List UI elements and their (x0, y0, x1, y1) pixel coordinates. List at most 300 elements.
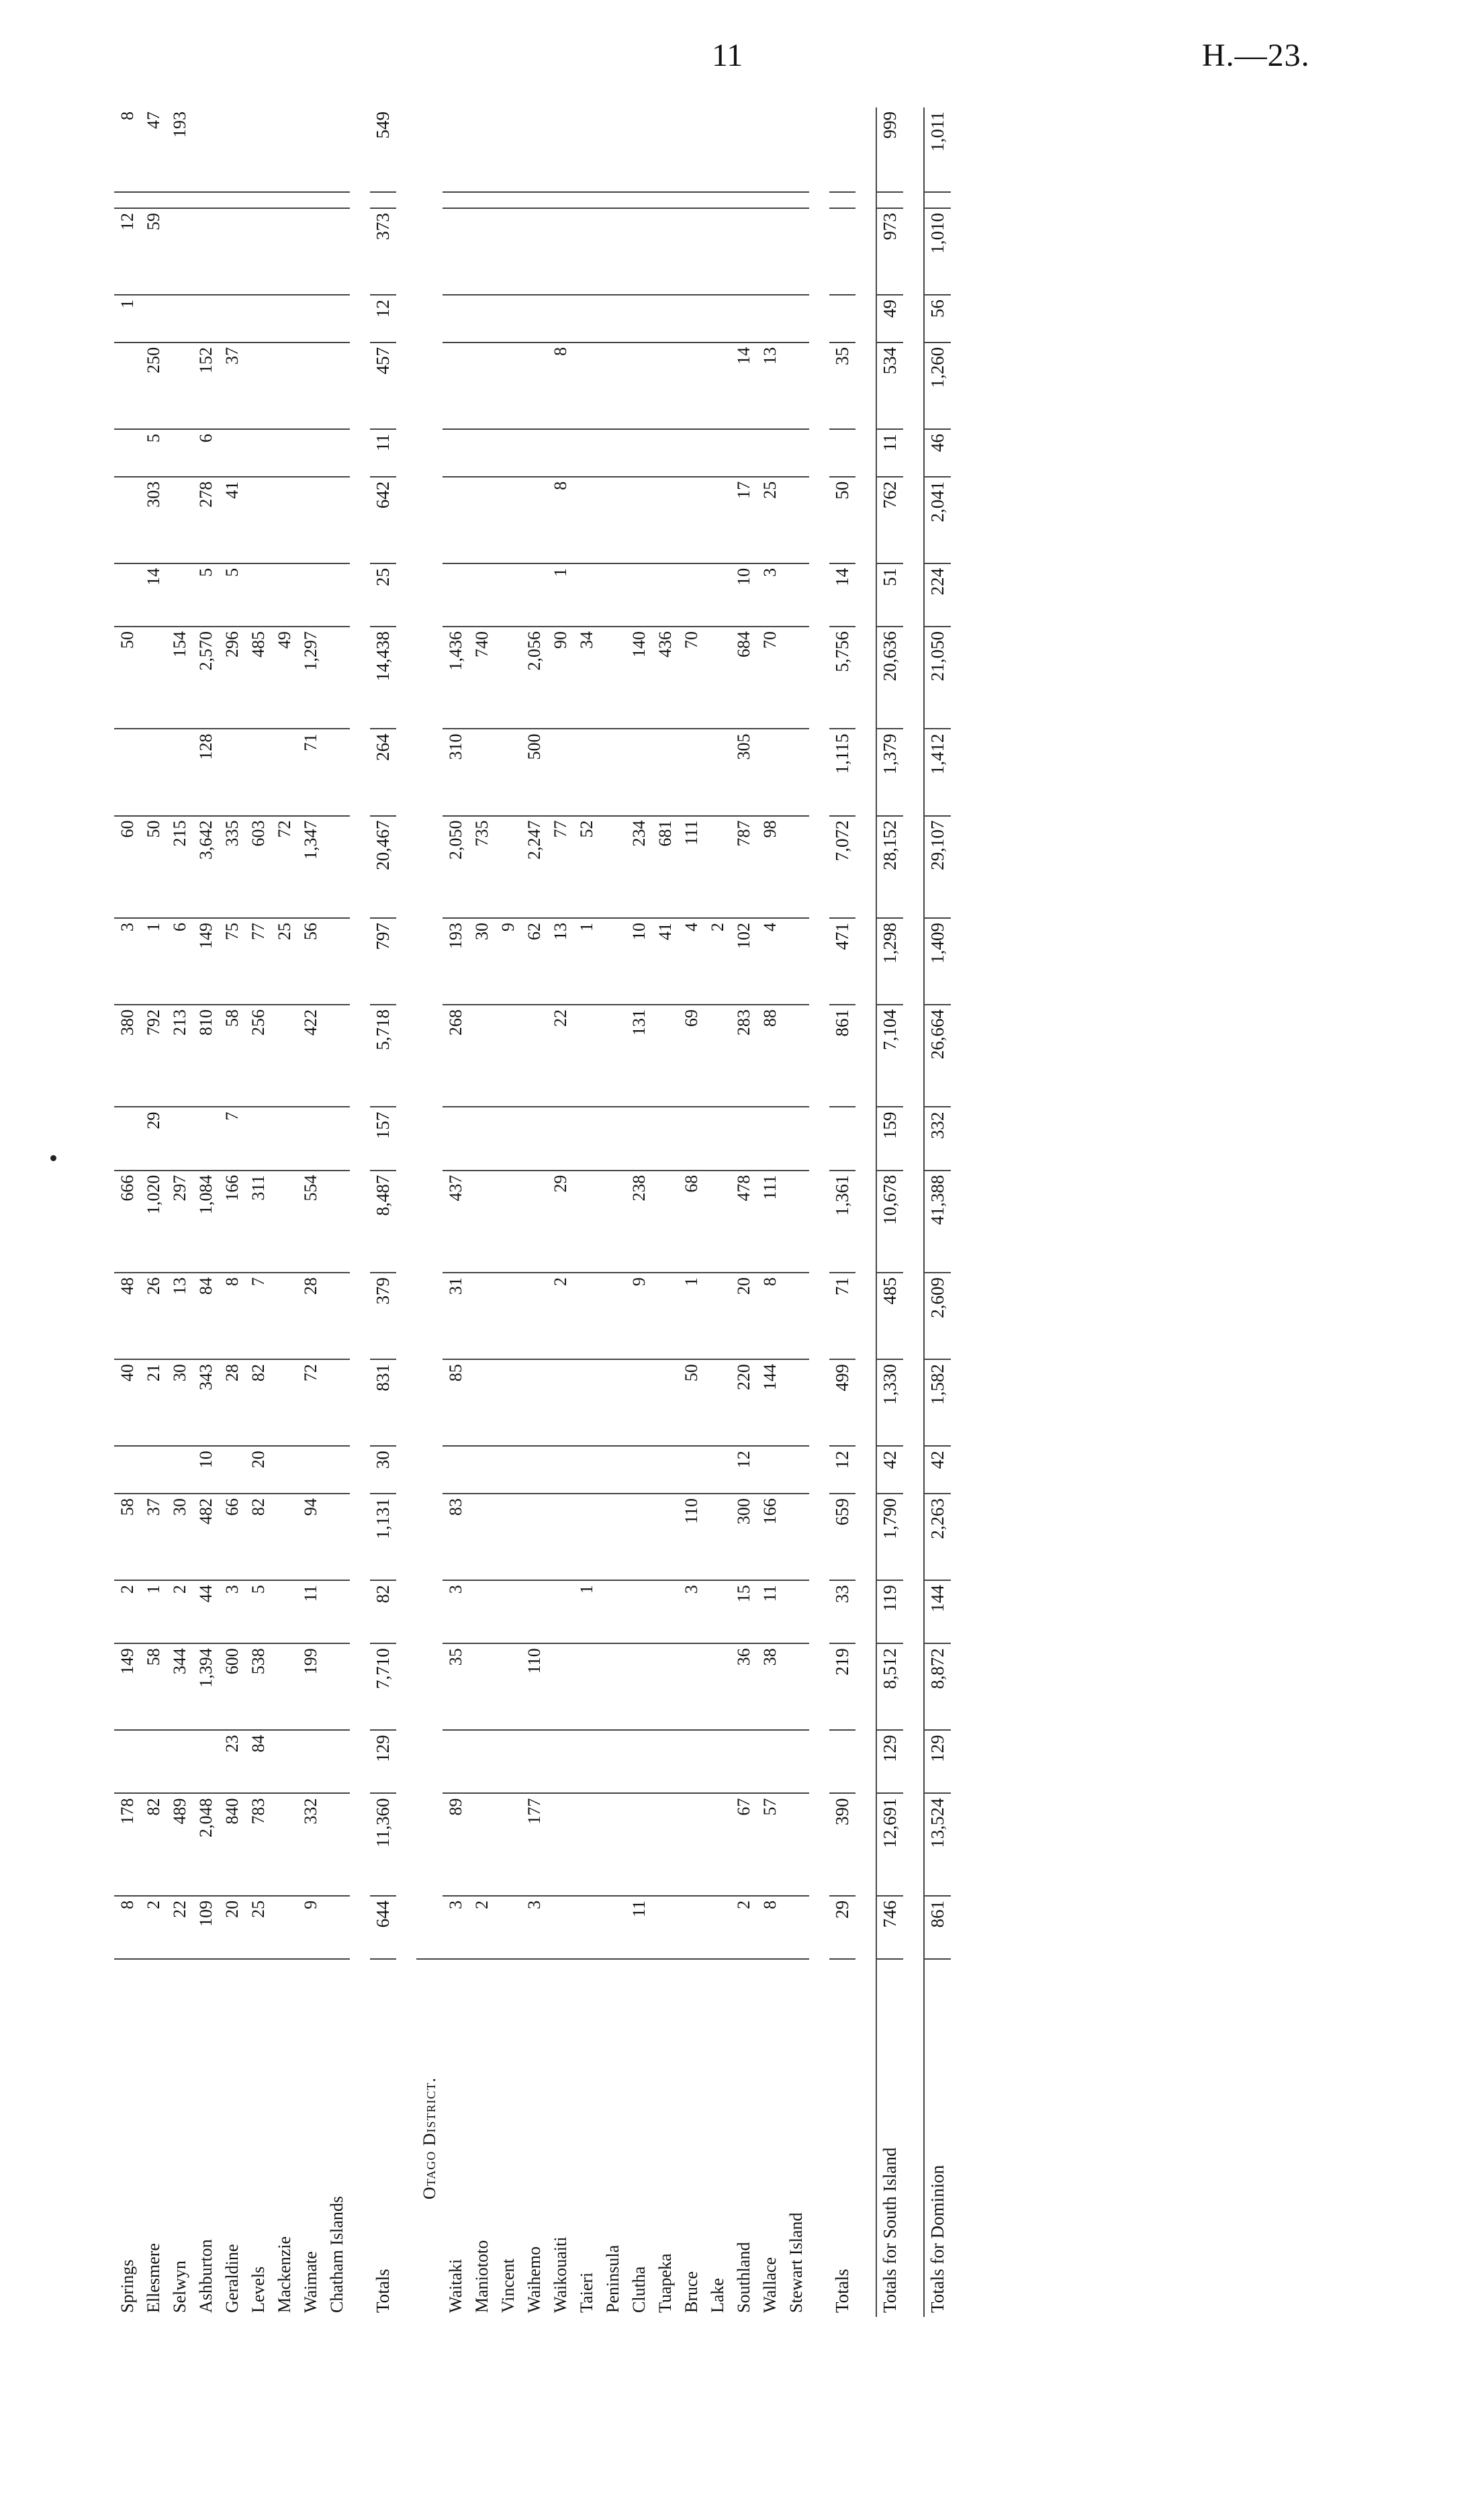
table-cell: 30 (370, 1446, 396, 1494)
table-cell: 89 (443, 1793, 469, 1895)
table-cell: 264 (370, 729, 396, 815)
table-cell (783, 208, 809, 295)
table-cell: 332 (297, 1793, 324, 1895)
table-cell: 1,436 (443, 627, 469, 729)
table-cell (469, 1643, 495, 1730)
table-cell (829, 192, 855, 208)
row-label: Peninsula (600, 1959, 626, 2317)
table-cell: 5 (140, 429, 167, 477)
table-cell (297, 1730, 324, 1793)
table-cell (114, 477, 140, 563)
table-cell: 603 (245, 816, 271, 918)
table-row (193, 107, 219, 2317)
table-cell: 783 (245, 1793, 271, 1895)
table-cell: 1,409 (924, 918, 951, 1005)
table-cell (245, 107, 271, 192)
table-cell: 344 (167, 1643, 193, 1730)
table-cell: 500 (521, 729, 547, 815)
table-cell: 25 (248, 1900, 268, 1918)
table-cell (573, 1494, 600, 1580)
table-cell (626, 295, 652, 343)
table-cell (783, 729, 809, 815)
table-cell: 47 (140, 107, 167, 192)
table-cell (271, 477, 297, 563)
table-cell: 14 (140, 563, 167, 627)
table-row (297, 107, 324, 2317)
table-row (495, 107, 521, 2317)
table-cell (193, 208, 219, 295)
table-cell (704, 563, 731, 627)
table-cell (443, 1730, 469, 1793)
table-cell (167, 208, 193, 295)
table-cell: 50 (140, 816, 167, 918)
table-cell (324, 1107, 350, 1170)
table-cell: 840 (219, 1793, 245, 1895)
table-cell: 28 (297, 1273, 324, 1359)
table-cell (324, 1359, 350, 1446)
table-cell (547, 107, 573, 192)
table-cell (783, 1580, 809, 1643)
table-cell (547, 1494, 573, 1580)
table-cell (114, 343, 140, 429)
table-cell: 8 (759, 1900, 780, 1909)
table-cell (678, 1643, 704, 1730)
table-cell (495, 1171, 521, 1273)
table-cell: 250 (140, 343, 167, 429)
table-cell (704, 729, 731, 815)
table-cell (876, 192, 903, 208)
table-cell (704, 1171, 731, 1273)
table-cell: 7,710 (370, 1643, 396, 1730)
table-cell: 30 (469, 918, 495, 1005)
table-cell: 1,330 (876, 1359, 903, 1446)
table-row (167, 107, 193, 2317)
table-cell: 71 (829, 1273, 855, 1359)
table-cell (704, 1494, 731, 1580)
table-cell: 49 (876, 295, 903, 343)
table-cell (757, 1107, 783, 1170)
table-cell: 199 (297, 1643, 324, 1730)
table-cell (324, 918, 350, 1005)
table-cell: 5,756 (829, 627, 855, 729)
table-cell: 499 (829, 1359, 855, 1446)
table-cell: 17 (731, 477, 757, 563)
table-cell: 48 (114, 1273, 140, 1359)
table-cell (652, 1643, 678, 1730)
table-cell: 8 (757, 1273, 783, 1359)
table-cell (495, 1643, 521, 1730)
table-cell (271, 1730, 297, 1793)
table-cell (547, 208, 573, 295)
table-cell: 10 (731, 563, 757, 627)
table-cell: 13 (547, 918, 573, 1005)
table-cell: 26,664 (924, 1005, 951, 1107)
table-cell: 154 (167, 627, 193, 729)
table-cell: 20 (731, 1273, 757, 1359)
table-cell: 177 (521, 1793, 547, 1895)
table-cell (271, 1643, 297, 1730)
table-cell: 2,056 (521, 627, 547, 729)
table-cell (271, 1494, 297, 1580)
table-cell (245, 1107, 271, 1170)
table-cell (324, 343, 350, 429)
table-cell (652, 563, 678, 627)
table-cell: 735 (469, 816, 495, 918)
table-cell (600, 1005, 626, 1107)
table-cell (469, 1171, 495, 1273)
table-cell: 1,020 (140, 1171, 167, 1273)
table-cell: 82 (140, 1793, 167, 1895)
table-cell: 23 (219, 1730, 245, 1793)
table-cell (495, 729, 521, 815)
table-cell (324, 1580, 350, 1643)
table-cell (783, 1446, 809, 1494)
table-cell (783, 1494, 809, 1580)
table-cell: 8 (547, 477, 573, 563)
table-cell: 178 (114, 1793, 140, 1895)
table-cell (324, 1494, 350, 1580)
table-cell: 131 (626, 1005, 652, 1107)
table-cell (297, 208, 324, 295)
table-cell (829, 107, 855, 192)
table-cell (495, 477, 521, 563)
table-cell: 44 (193, 1580, 219, 1643)
spacer-row (809, 107, 829, 2317)
table-cell: 305 (731, 729, 757, 815)
row-label: Waitaki (443, 1959, 469, 2317)
table-cell: 6 (193, 429, 219, 477)
table-cell: 41 (219, 477, 245, 563)
table-cell: 2,041 (924, 477, 951, 563)
table-cell (245, 192, 271, 208)
table-cell (600, 563, 626, 627)
table-cell: 1,297 (297, 627, 324, 729)
table-cell (600, 627, 626, 729)
table-cell: 10,678 (876, 1171, 903, 1273)
table-cell (495, 1273, 521, 1359)
table-cell: 157 (370, 1107, 396, 1170)
table-cell (521, 107, 547, 192)
spacer-cell (809, 107, 829, 2317)
table-row (547, 107, 573, 2317)
table-cell (652, 295, 678, 343)
table-cell (704, 1359, 731, 1446)
table-cell (652, 343, 678, 429)
table-cell: 554 (297, 1171, 324, 1273)
table-cell (731, 429, 757, 477)
table-cell: 56 (924, 295, 951, 343)
table-cell: 3 (445, 1900, 465, 1909)
table-cell (547, 1359, 573, 1446)
table-cell: 30 (167, 1359, 193, 1446)
table-cell (757, 429, 783, 477)
table-cell (495, 107, 521, 192)
table-cell: 2 (114, 1580, 140, 1643)
table-cell: 77 (547, 816, 573, 918)
table-cell: 861 (829, 1005, 855, 1107)
table-cell: 2 (733, 1900, 753, 1909)
table-cell: 642 (370, 477, 396, 563)
table-cell: 28,152 (876, 816, 903, 918)
table-cell: 58 (114, 1494, 140, 1580)
table-cell: 7 (219, 1107, 245, 1170)
table-cell (140, 627, 167, 729)
table-cell (652, 1494, 678, 1580)
table-cell (547, 1643, 573, 1730)
table-cell (757, 729, 783, 815)
table-cell (704, 295, 731, 343)
table-cell (324, 1643, 350, 1730)
table-cell: 457 (370, 343, 396, 429)
table-cell (626, 1793, 652, 1895)
table-cell (783, 1896, 809, 1959)
table-cell: 11 (876, 429, 903, 477)
table-cell (469, 1730, 495, 1793)
table-cell (600, 343, 626, 429)
table-cell: 681 (652, 816, 678, 918)
table-cell: 119 (876, 1580, 903, 1643)
table-cell: 3 (757, 563, 783, 627)
table-cell (783, 563, 809, 627)
table-cell (297, 343, 324, 429)
table-cell: 111 (757, 1171, 783, 1273)
table-cell (547, 1580, 573, 1643)
table-cell: 6 (167, 918, 193, 1005)
table-cell (652, 1359, 678, 1446)
table-cell: 437 (443, 1171, 469, 1273)
table-cell: 28 (219, 1359, 245, 1446)
table-cell (626, 1730, 652, 1793)
table-cell (193, 295, 219, 343)
table-cell (443, 429, 469, 477)
table-cell (521, 1446, 547, 1494)
table-cell (573, 1359, 600, 1446)
table-cell (271, 563, 297, 627)
table-cell (652, 1580, 678, 1643)
table-cell (731, 1730, 757, 1793)
table-row (783, 107, 809, 2317)
table-row (626, 107, 652, 2317)
table-cell (219, 192, 245, 208)
table-cell: 193 (167, 107, 193, 192)
table-cell (219, 1446, 245, 1494)
table-cell (443, 208, 469, 295)
table-cell (271, 1580, 297, 1643)
table-cell: 29 (140, 1107, 167, 1170)
table-cell: 3 (524, 1900, 544, 1909)
table-cell: 25 (370, 563, 396, 627)
table-cell: 29 (547, 1171, 573, 1273)
table-cell (443, 1107, 469, 1170)
table-cell (271, 1107, 297, 1170)
table-cell (469, 1273, 495, 1359)
table-cell (521, 563, 547, 627)
table-cell: 128 (193, 729, 219, 815)
table-cell: 68 (678, 1171, 704, 1273)
table-cell: 88 (757, 1005, 783, 1107)
table-cell: 489 (167, 1793, 193, 1895)
table-cell: 52 (573, 816, 600, 918)
table-row (521, 107, 547, 2317)
table-cell: 9 (300, 1900, 320, 1909)
table-cell: 129 (370, 1730, 396, 1793)
table-cell: 296 (219, 627, 245, 729)
table-cell (783, 192, 809, 208)
table-cell: 256 (245, 1005, 271, 1107)
table-row (469, 107, 495, 2317)
row-label: Bruce (678, 1959, 704, 2317)
table-cell (600, 1896, 626, 1959)
table-cell: 390 (829, 1793, 855, 1895)
table-cell: 20 (222, 1900, 242, 1918)
table-cell (783, 816, 809, 918)
table-cell (297, 429, 324, 477)
table-cell (140, 192, 167, 208)
table-cell: 219 (829, 1643, 855, 1730)
table-cell: 85 (443, 1359, 469, 1446)
table-cell (652, 208, 678, 295)
table-cell (443, 1446, 469, 1494)
table-cell: 90 (547, 627, 573, 729)
table-cell (324, 816, 350, 918)
table-cell: 549 (370, 107, 396, 192)
row-label: Taieri (573, 1959, 600, 2317)
table-cell (547, 1730, 573, 1793)
table-cell (678, 477, 704, 563)
table-cell (547, 729, 573, 815)
table-cell: 684 (731, 627, 757, 729)
table-cell: 538 (245, 1643, 271, 1730)
table-cell: 1,131 (370, 1494, 396, 1580)
table-cell: 69 (678, 1005, 704, 1107)
table-cell (829, 208, 855, 295)
table-cell (521, 1359, 547, 1446)
table-cell: 129 (876, 1730, 903, 1793)
table-cell: 220 (731, 1359, 757, 1446)
table-cell (469, 208, 495, 295)
table-row (443, 107, 469, 2317)
table-cell (245, 295, 271, 343)
table-cell (678, 1793, 704, 1895)
table-cell: 8 (117, 1900, 137, 1909)
table-row (114, 107, 140, 2317)
table-cell (626, 192, 652, 208)
table-cell: 303 (140, 477, 167, 563)
table-cell (600, 816, 626, 918)
table-cell (469, 1005, 495, 1107)
table-cell (324, 1171, 350, 1273)
table-cell: 29,107 (924, 816, 951, 918)
row-label: Vincent (495, 1959, 521, 2317)
table-cell (652, 1171, 678, 1273)
table-cell (573, 1643, 600, 1730)
table-cell: 11 (757, 1580, 783, 1643)
table-cell: 59 (140, 208, 167, 295)
table-cell: 373 (370, 208, 396, 295)
table-cell: 66 (219, 1494, 245, 1580)
spacer-cell (396, 107, 416, 2317)
table-cell: 14 (829, 563, 855, 627)
table-cell: 72 (271, 816, 297, 918)
table-cell (495, 1107, 521, 1170)
table-cell (495, 1580, 521, 1643)
table-cell: 7,104 (876, 1005, 903, 1107)
row-label: Chatham Islands (324, 1959, 350, 2317)
row-label: Selwyn (167, 1959, 193, 2317)
table-cell (573, 429, 600, 477)
south-island-totals-row (876, 107, 903, 2317)
table-cell: 666 (114, 1171, 140, 1273)
table-cell: 129 (924, 1730, 951, 1793)
table-cell: 787 (731, 816, 757, 918)
table-cell: 110 (678, 1494, 704, 1580)
table-cell: 436 (652, 627, 678, 729)
table-cell: 50 (114, 627, 140, 729)
row-label: Tuapeka (652, 1959, 678, 2317)
table-cell (600, 429, 626, 477)
table-cell (547, 1446, 573, 1494)
table-cell (704, 627, 731, 729)
table-cell: 149 (114, 1643, 140, 1730)
table-cell (573, 1730, 600, 1793)
table-cell (167, 729, 193, 815)
table-cell (495, 1793, 521, 1895)
table-cell (469, 729, 495, 815)
table-cell (324, 477, 350, 563)
table-cell: 13,524 (924, 1793, 951, 1895)
table-cell (443, 343, 469, 429)
table-cell: 144 (924, 1580, 951, 1643)
row-label: Geraldine (219, 1959, 245, 2317)
document-code: H.—23. (1202, 38, 1310, 73)
table-cell (626, 1359, 652, 1446)
table-cell: 11 (629, 1900, 649, 1917)
table-cell (783, 477, 809, 563)
table-cell (370, 192, 396, 208)
table-cell (297, 107, 324, 192)
table-cell: 8 (114, 107, 140, 192)
table-cell: 46 (924, 429, 951, 477)
table-cell (469, 1359, 495, 1446)
table-cell: 58 (140, 1643, 167, 1730)
table-cell: 83 (443, 1494, 469, 1580)
table-cell: 25 (757, 477, 783, 563)
table-row (271, 107, 297, 2317)
table-cell (731, 295, 757, 343)
table-cell: 193 (443, 918, 469, 1005)
table-cell: 8,872 (924, 1643, 951, 1730)
spacer-cell (350, 107, 370, 2317)
table-cell (324, 627, 350, 729)
table-cell (495, 343, 521, 429)
table-cell (783, 343, 809, 429)
table-cell (704, 343, 731, 429)
table-cell: 34 (573, 627, 600, 729)
table-cell (652, 1793, 678, 1895)
table-cell: 2,048 (193, 1793, 219, 1895)
table-cell: 75 (219, 918, 245, 1005)
table-cell (271, 208, 297, 295)
table-cell: 9 (495, 918, 521, 1005)
table-cell (521, 1730, 547, 1793)
table-cell (678, 1896, 704, 1959)
table-cell (626, 1643, 652, 1730)
table-cell: 38 (757, 1643, 783, 1730)
table-cell: 22 (547, 1005, 573, 1107)
row-label: Clutha (626, 1959, 652, 2317)
row-label: Totals (829, 1959, 855, 2317)
table-cell: 485 (876, 1273, 903, 1359)
